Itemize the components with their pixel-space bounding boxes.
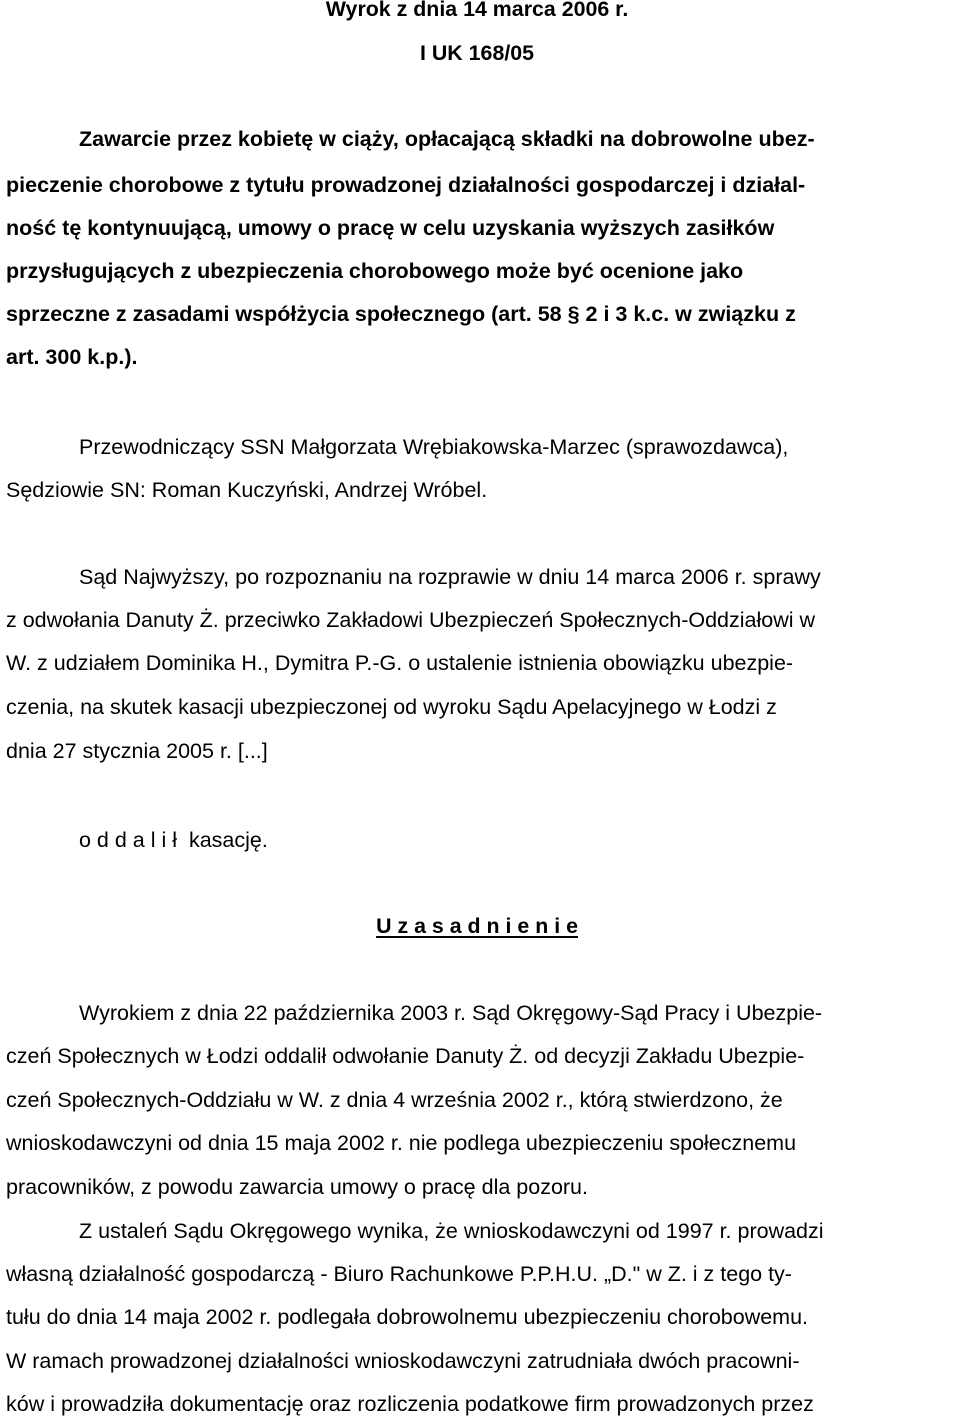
- composition-line-1: Przewodniczący SSN Małgorzata Wrębiakowska-Marzec (sprawozdawca),: [79, 435, 789, 459]
- justification-heading: U z a s a d n i e n i e: [376, 914, 578, 938]
- thesis-line-2: pieczenie chorobowe z tytułu prowadzonej działalności gospodarczej i działal-: [6, 173, 806, 197]
- justification-line-7: własną działalność gospodarczą - Biuro Rachunkowe P.P.H.U. „D." w Z. i z tego ty-: [6, 1262, 792, 1286]
- thesis-line-6: art. 300 k.p.).: [6, 345, 138, 369]
- thesis-line-4: przysługujących z ubezpieczenia chorobowego może być ocenione jako: [6, 259, 744, 283]
- justification-line-4: wnioskodawczyni od dnia 15 maja 2002 r. nie podlega ubezpieczeniu społecznemu: [6, 1131, 797, 1155]
- justification-line-5: pracowników, z powodu zawarcia umowy o pracę dla pozoru.: [6, 1175, 588, 1199]
- case-number: I UK 168/05: [420, 41, 535, 65]
- intro-line-5: dnia 27 stycznia 2005 r. [...]: [6, 739, 268, 763]
- justification-line-2: czeń Społecznych w Łodzi oddalił odwołanie Danuty Ż. od decyzji Zakładu Ubezpie-: [6, 1044, 805, 1068]
- justification-line-6: Z ustaleń Sądu Okręgowego wynika, że wnioskodawczyni od 1997 r. prowadzi: [79, 1219, 824, 1243]
- intro-line-2: z odwołania Danuty Ż. przeciwko Zakładowi Ubezpieczeń Społecznych-Oddziałowi w: [6, 608, 816, 632]
- intro-line-3: W. z udziałem Dominika H., Dymitra P.-G. o ustalenie istnienia obowiązku ubezpie-: [6, 651, 794, 675]
- thesis-line-5: sprzeczne z zasadami współżycia społecznego (art. 58 § 2 i 3 k.c. w związku z: [6, 302, 796, 326]
- intro-line-4: czenia, na skutek kasacji ubezpieczonej od wyroku Sądu Apelacyjnego w Łodzi z: [6, 695, 777, 719]
- judgment-title: Wyrok z dnia 14 marca 2006 r.: [325, 0, 629, 21]
- thesis-line-3: ność tę kontynuującą, umowy o pracę w celu uzyskania wyższych zasiłków: [6, 216, 775, 240]
- justification-line-10: ków i prowadziła dokumentację oraz rozliczenia podatkowe firm prowadzonych przez: [6, 1392, 814, 1416]
- intro-line-1: Sąd Najwyższy, po rozpoznaniu na rozprawie w dniu 14 marca 2006 r. sprawy: [79, 565, 821, 589]
- justification-line-1: Wyrokiem z dnia 22 października 2003 r. Sąd Okręgowy-Sąd Pracy i Ubezpie-: [79, 1001, 823, 1025]
- justification-line-9: W ramach prowadzonej działalności wnioskodawczyni zatrudniała dwóch pracowni-: [6, 1349, 800, 1373]
- composition-line-2: Sędziowie SN: Roman Kuczyński, Andrzej Wróbel.: [6, 478, 488, 502]
- justification-line-8: tułu do dnia 14 maja 2002 r. podlegała dobrowolnemu ubezpieczeniu chorobowemu.: [6, 1305, 809, 1329]
- thesis-line-1: Zawarcie przez kobietę w ciąży, opłacającą składki na dobrowolne ubez-: [79, 127, 815, 151]
- justification-line-3: czeń Społecznych-Oddziału w W. z dnia 4 września 2002 r., którą stwierdzono, że: [6, 1088, 783, 1112]
- ruling: o d d a l i ł kasację.: [79, 828, 268, 852]
